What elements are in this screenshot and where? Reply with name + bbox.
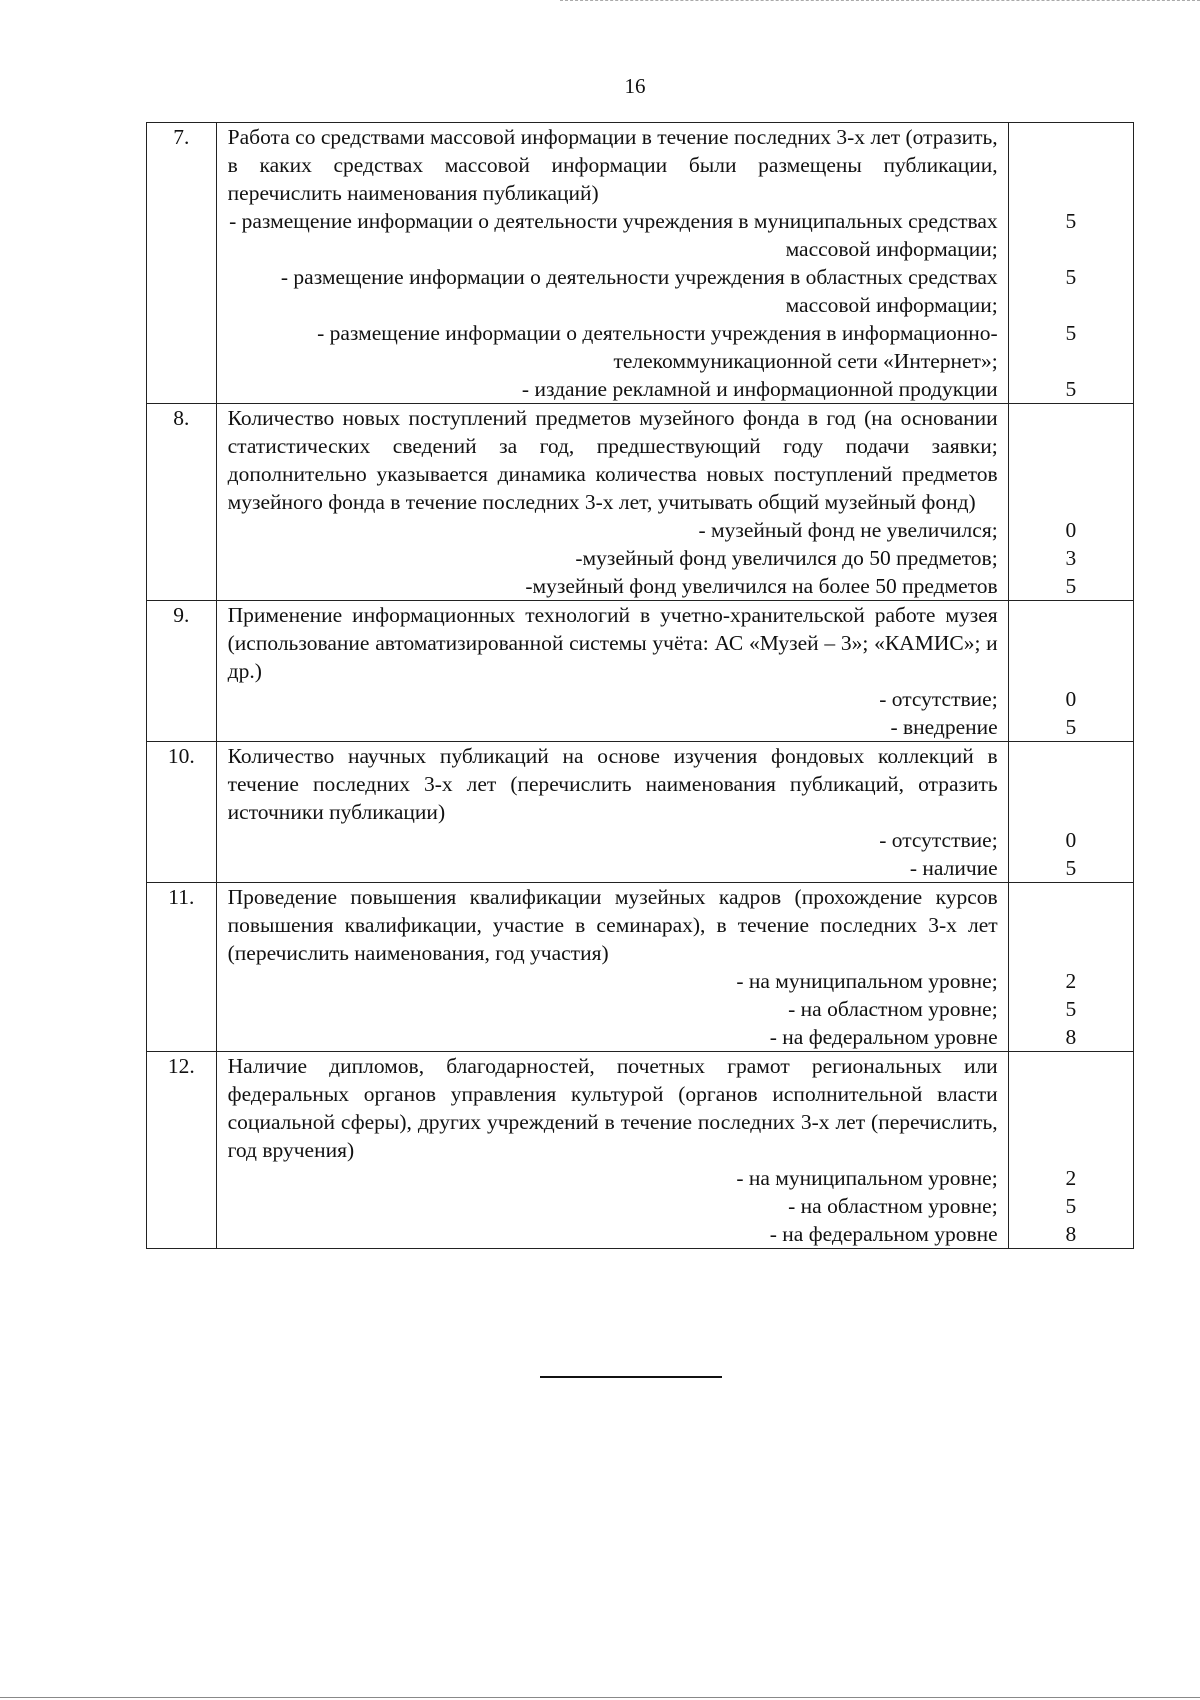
criterion-heading: Количество научных публикаций на основе изучения фондовых коллекций в течение последних 3-х лет (перечислить наименования публикаций, отразить источники публикации) [227, 744, 998, 824]
criterion-option: - размещение информации о деятельности учреждения в муниципальных средствах массовой информации; [229, 209, 998, 261]
score-spacer [1009, 601, 1133, 685]
row-number: 7. [147, 123, 217, 404]
score-value: 5 [1065, 1194, 1077, 1218]
criteria-row [147, 404, 1134, 601]
score-column [1008, 1052, 1133, 1249]
criterion-option: - отсутствие; [879, 828, 998, 852]
score-value: 8 [1065, 1222, 1077, 1246]
score-value: 5 [1065, 715, 1077, 739]
criterion-option: - на муниципальном уровне; [736, 969, 998, 993]
criterion-option: -музейный фонд увеличился до 50 предметов; [575, 546, 998, 570]
score-value: 0 [1065, 828, 1077, 852]
page-number: 16 [624, 74, 646, 98]
score-value: 5 [1065, 377, 1077, 401]
score-value: 0 [1065, 687, 1077, 711]
score-column [1008, 123, 1133, 404]
score-spacer [1009, 1052, 1133, 1164]
criterion-heading: Количество новых поступлений предметов музейного фонда в год (на основании статистических сведений за год, предшествующий году подачи заявки; дополнительно указывается динамика количества новых поступлений предметов музейного фонда в течение последних 3-х лет, учитывать общий музейный фонд) [227, 406, 998, 514]
row-number: 10. [147, 742, 217, 883]
score-value: 5 [1065, 997, 1077, 1021]
score-value: 5 [1065, 265, 1077, 289]
criteria-table-body [147, 123, 1134, 1249]
score-spacer [1009, 883, 1133, 967]
criterion-heading: Проведение повышения квалификации музейных кадров (прохождение курсов повышения квалификации, участие в семинарах), в течение последних 3-х лет (перечислить наименования, год участия) [227, 885, 998, 965]
score-value: 8 [1065, 1025, 1077, 1049]
score-value: 5 [1065, 209, 1077, 233]
criterion-heading: Работа со средствами массовой информации в течение последних 3-х лет (отразить, в каких средствах массовой информации были размещены публикации, перечислить наименования публикаций) [227, 125, 998, 205]
criterion-option: - размещение информации о деятельности учреждения в информационно-телекоммуникационной сети «Интернет»; [317, 321, 998, 373]
criterion-option: - музейный фонд не увеличился; [698, 518, 998, 542]
criteria-row [147, 601, 1134, 742]
scan-top-edge [560, 0, 1200, 2]
row-number: 12. [147, 1052, 217, 1249]
score-value: 5 [1065, 321, 1077, 345]
criterion-option: - на федеральном уровне [769, 1222, 998, 1246]
score-value: 2 [1065, 969, 1077, 993]
criterion-option: - наличие [909, 856, 998, 880]
criteria-table [146, 122, 1134, 1249]
row-number: 9. [147, 601, 217, 742]
criterion-description [216, 742, 1008, 883]
score-value: 2 [1065, 1166, 1077, 1190]
criterion-description [216, 1052, 1008, 1249]
criterion-description [216, 123, 1008, 404]
score-column [1008, 601, 1133, 742]
score-value: 3 [1065, 546, 1077, 570]
score-value: 0 [1065, 518, 1077, 542]
criteria-row [147, 1052, 1134, 1249]
score-spacer [1009, 123, 1133, 207]
criteria-row [147, 123, 1134, 404]
criterion-description [216, 601, 1008, 742]
score-value: 5 [1065, 574, 1077, 598]
criterion-heading: Применение информационных технологий в учетно-хранительской работе музея (использование автоматизированной системы учёта: АС «Музей – 3»; «КАМИС»; и др.) [227, 603, 998, 683]
criterion-option: - на областном уровне; [788, 1194, 998, 1218]
end-of-table-rule [540, 1376, 722, 1378]
criterion-option: - отсутствие; [879, 687, 998, 711]
score-column [1008, 883, 1133, 1052]
criterion-option: - на муниципальном уровне; [736, 1166, 998, 1190]
criteria-row [147, 883, 1134, 1052]
criteria-row [147, 742, 1134, 883]
row-number: 11. [147, 883, 217, 1052]
criterion-option: - внедрение [890, 715, 998, 739]
score-spacer [1009, 742, 1133, 826]
criterion-option: - на федеральном уровне [769, 1025, 998, 1049]
criterion-option: - размещение информации о деятельности учреждения в областных средствах массовой информации; [280, 265, 998, 317]
row-number: 8. [147, 404, 217, 601]
criterion-description [216, 883, 1008, 1052]
scan-bottom-edge [0, 1697, 1200, 1698]
score-column [1008, 404, 1133, 601]
criterion-option: -музейный фонд увеличился на более 50 предметов [525, 574, 998, 598]
criterion-option: - на областном уровне; [788, 997, 998, 1021]
score-spacer [1009, 404, 1133, 516]
score-value: 5 [1065, 856, 1077, 880]
score-column [1008, 742, 1133, 883]
criterion-heading: Наличие дипломов, благодарностей, почетных грамот региональных или федеральных органов управления культурой (органов исполнительной власти социальной сферы), других учреждений в течение последних 3-х лет (перечислить, год вручения) [227, 1054, 998, 1162]
criterion-option: - издание рекламной и информационной продукции [521, 377, 998, 401]
criterion-description [216, 404, 1008, 601]
